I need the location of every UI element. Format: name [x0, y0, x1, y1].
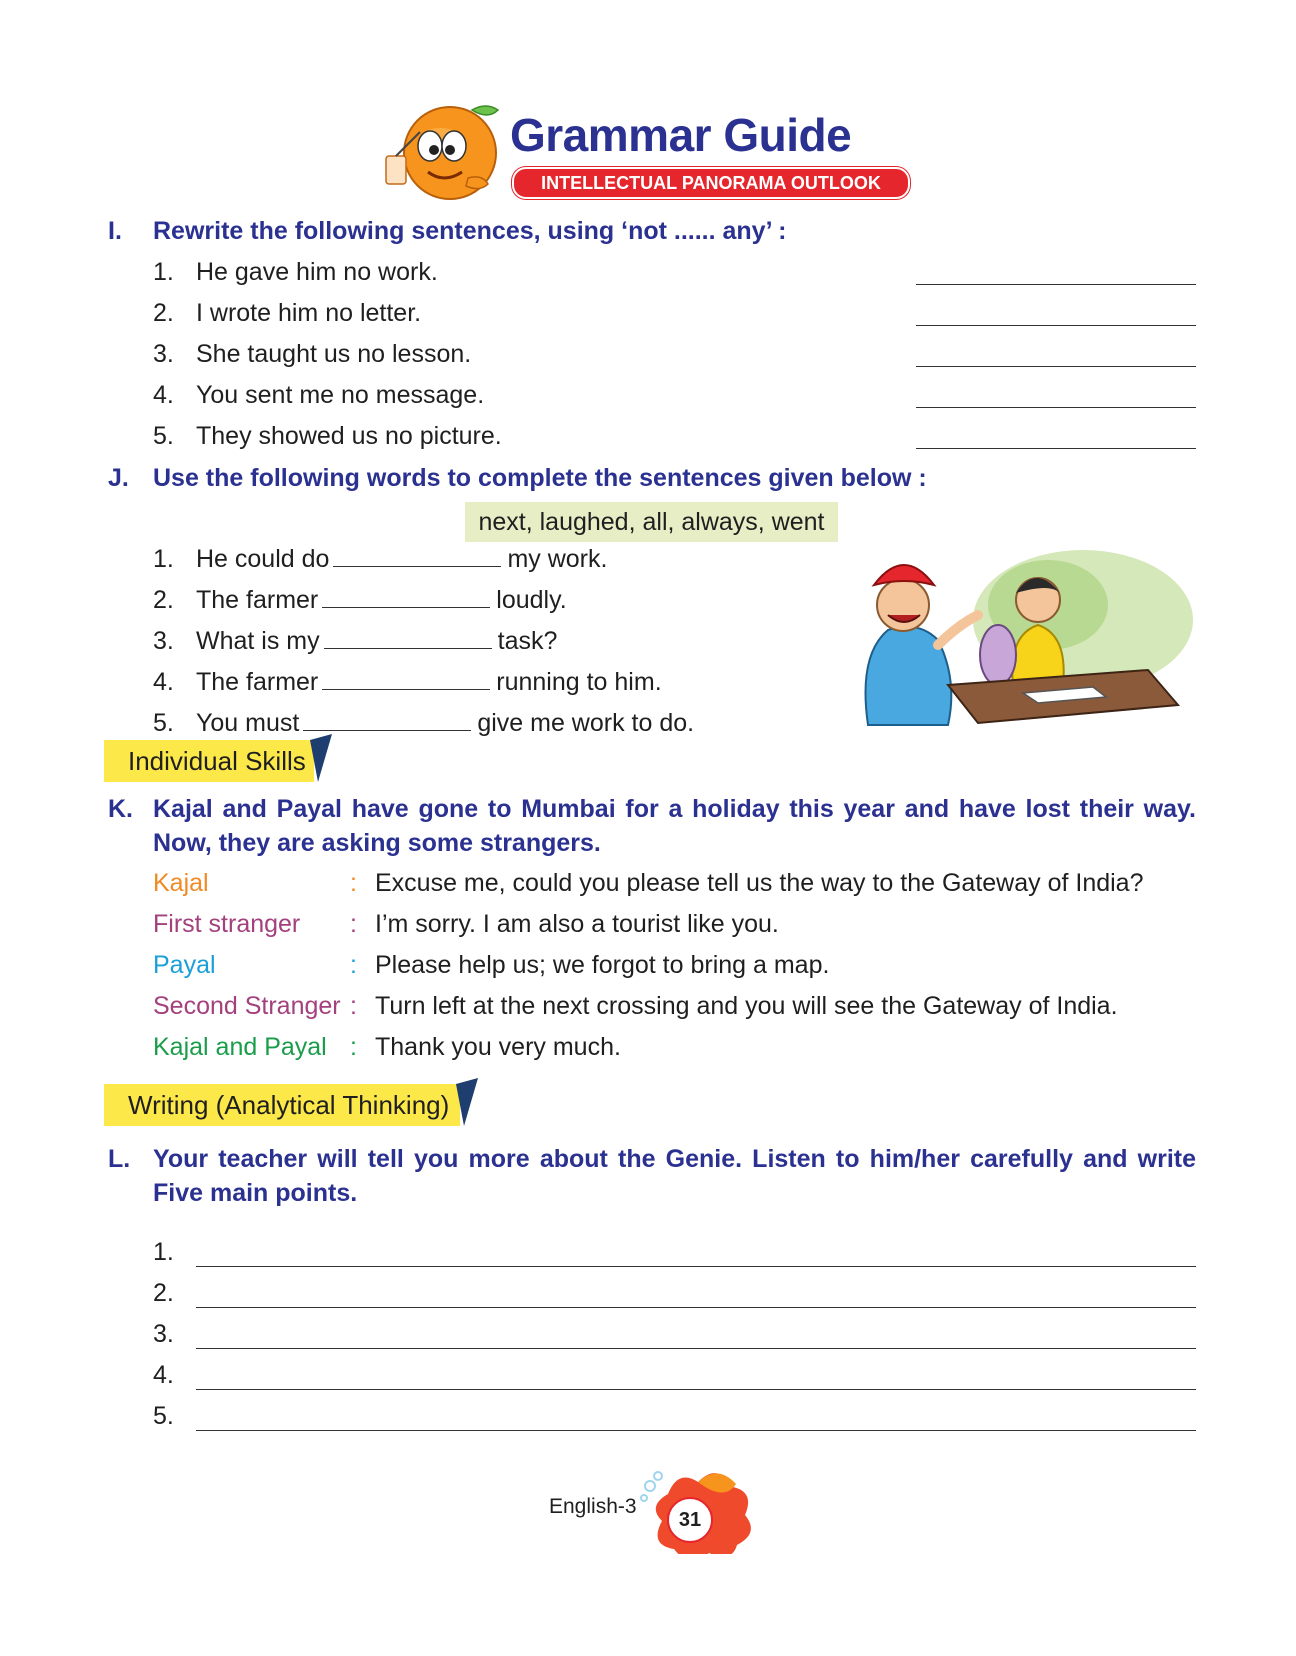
writing-line[interactable]: [196, 1240, 1196, 1267]
answer-line[interactable]: [916, 381, 1196, 408]
dialogue-colon: :: [350, 951, 357, 979]
sentence-start: The farmer: [196, 668, 319, 696]
dialogue-line: Excuse me, could you please tell us the way to the Gateway of India?: [375, 869, 1144, 897]
blank-field[interactable]: [333, 544, 501, 567]
point-num: 4.: [153, 1361, 174, 1389]
section-l-heading-line2: Five main points.: [153, 1179, 358, 1207]
section-i-num: 1.: [153, 258, 174, 286]
section-j-heading: Use the following words to complete the sentences given below :: [153, 464, 927, 492]
section-k-heading-line2: Now, they are asking some strangers.: [153, 829, 601, 857]
answer-line[interactable]: [916, 258, 1196, 285]
speaker-kajal-and-payal: Kajal and Payal: [153, 1033, 327, 1061]
dialogue-line: I’m sorry. I am also a tourist like you.: [375, 910, 779, 938]
dialogue-colon: :: [350, 992, 357, 1020]
writing-label: Writing (Analytical Thinking): [104, 1084, 460, 1126]
sentence-start: The farmer: [196, 586, 319, 614]
sentence-end: my work.: [507, 545, 608, 573]
dialogue-line: Turn left at the next crossing and you will see the Gateway of India.: [375, 992, 1118, 1020]
blank-field[interactable]: [322, 667, 490, 690]
section-i-num: 5.: [153, 422, 174, 450]
fill-blank-sentence: [196, 585, 567, 615]
speaker-payal: Payal: [153, 951, 216, 979]
speaker-second-stranger: Second Stranger: [153, 992, 341, 1020]
label-tab-decoration: [304, 734, 334, 784]
section-i-num: 3.: [153, 340, 174, 368]
section-j-letter: J.: [108, 464, 129, 492]
fill-blank-sentence: [196, 544, 607, 574]
dialogue-colon: :: [350, 910, 357, 938]
section-i-sentence: He gave him no work.: [196, 258, 438, 286]
point-num: 2.: [153, 1279, 174, 1307]
fill-blank-sentence: [196, 667, 662, 697]
section-i-sentence: You sent me no message.: [196, 381, 485, 409]
fill-blank-sentence: [196, 708, 694, 738]
point-num: 1.: [153, 1238, 174, 1266]
sentence-start: You must: [196, 709, 300, 737]
answer-line[interactable]: [916, 299, 1196, 326]
sentence-end: give me work to do.: [477, 709, 695, 737]
section-i-heading: Rewrite the following sentences, using ‘not ...... any’ :: [153, 217, 787, 245]
sentence-end: loudly.: [496, 586, 567, 614]
blank-field[interactable]: [303, 708, 471, 731]
answer-line[interactable]: [916, 340, 1196, 367]
dialogue-line: Thank you very much.: [375, 1033, 621, 1061]
sentence-end: task?: [497, 627, 558, 655]
writing-line[interactable]: [196, 1281, 1196, 1308]
label-tab-decoration: [450, 1078, 480, 1128]
section-i-sentence: I wrote him no letter.: [196, 299, 422, 327]
sentence-start: What is my: [196, 627, 320, 655]
speaker-kajal: Kajal: [153, 869, 209, 897]
farmer-and-boy-illustration: [848, 545, 1198, 730]
blank-field[interactable]: [324, 626, 492, 649]
section-j-num: 3.: [153, 627, 174, 655]
point-num: 3.: [153, 1320, 174, 1348]
subtitle-banner: INTELLECTUAL PANORAMA OUTLOOK: [512, 167, 910, 199]
writing-line[interactable]: [196, 1363, 1196, 1390]
section-j-num: 4.: [153, 668, 174, 696]
page-title: Grammar Guide: [510, 109, 852, 161]
fill-blank-sentence: [196, 626, 557, 656]
word-bank: next, laughed, all, always, went: [465, 502, 838, 542]
sentence-end: running to him.: [496, 668, 662, 696]
book-name: English-3: [549, 1495, 637, 1518]
section-l-letter: L.: [108, 1145, 131, 1173]
section-i-num: 4.: [153, 381, 174, 409]
individual-skills-label: Individual Skills: [104, 740, 314, 782]
answer-line[interactable]: [916, 422, 1196, 449]
section-i-num: 2.: [153, 299, 174, 327]
section-i-letter: I.: [108, 217, 122, 245]
speaker-first-stranger: First stranger: [153, 910, 301, 938]
section-j-num: 2.: [153, 586, 174, 614]
section-i-sentence: They showed us no picture.: [196, 422, 502, 450]
section-j-num: 1.: [153, 545, 174, 573]
section-k-heading-line1: Kajal and Payal have gone to Mumbai for a holiday this year and have lost their way.: [153, 795, 1196, 823]
orange-mascot-icon: [380, 98, 510, 208]
dialogue-line: Please help us; we forgot to bring a map.: [375, 951, 830, 979]
writing-line[interactable]: [196, 1322, 1196, 1349]
dialogue-colon: :: [350, 1033, 357, 1061]
section-k-letter: K.: [108, 795, 133, 823]
point-num: 5.: [153, 1402, 174, 1430]
section-j-num: 5.: [153, 709, 174, 737]
blank-field[interactable]: [322, 585, 490, 608]
section-l-heading-line1: Your teacher will tell you more about the Genie. Listen to him/her carefully and write: [153, 1145, 1196, 1173]
sentence-start: He could do: [196, 545, 330, 573]
dialogue-colon: :: [350, 869, 357, 897]
section-i-sentence: She taught us no lesson.: [196, 340, 472, 368]
writing-line[interactable]: [196, 1404, 1196, 1431]
page-number: 31: [678, 1509, 702, 1531]
